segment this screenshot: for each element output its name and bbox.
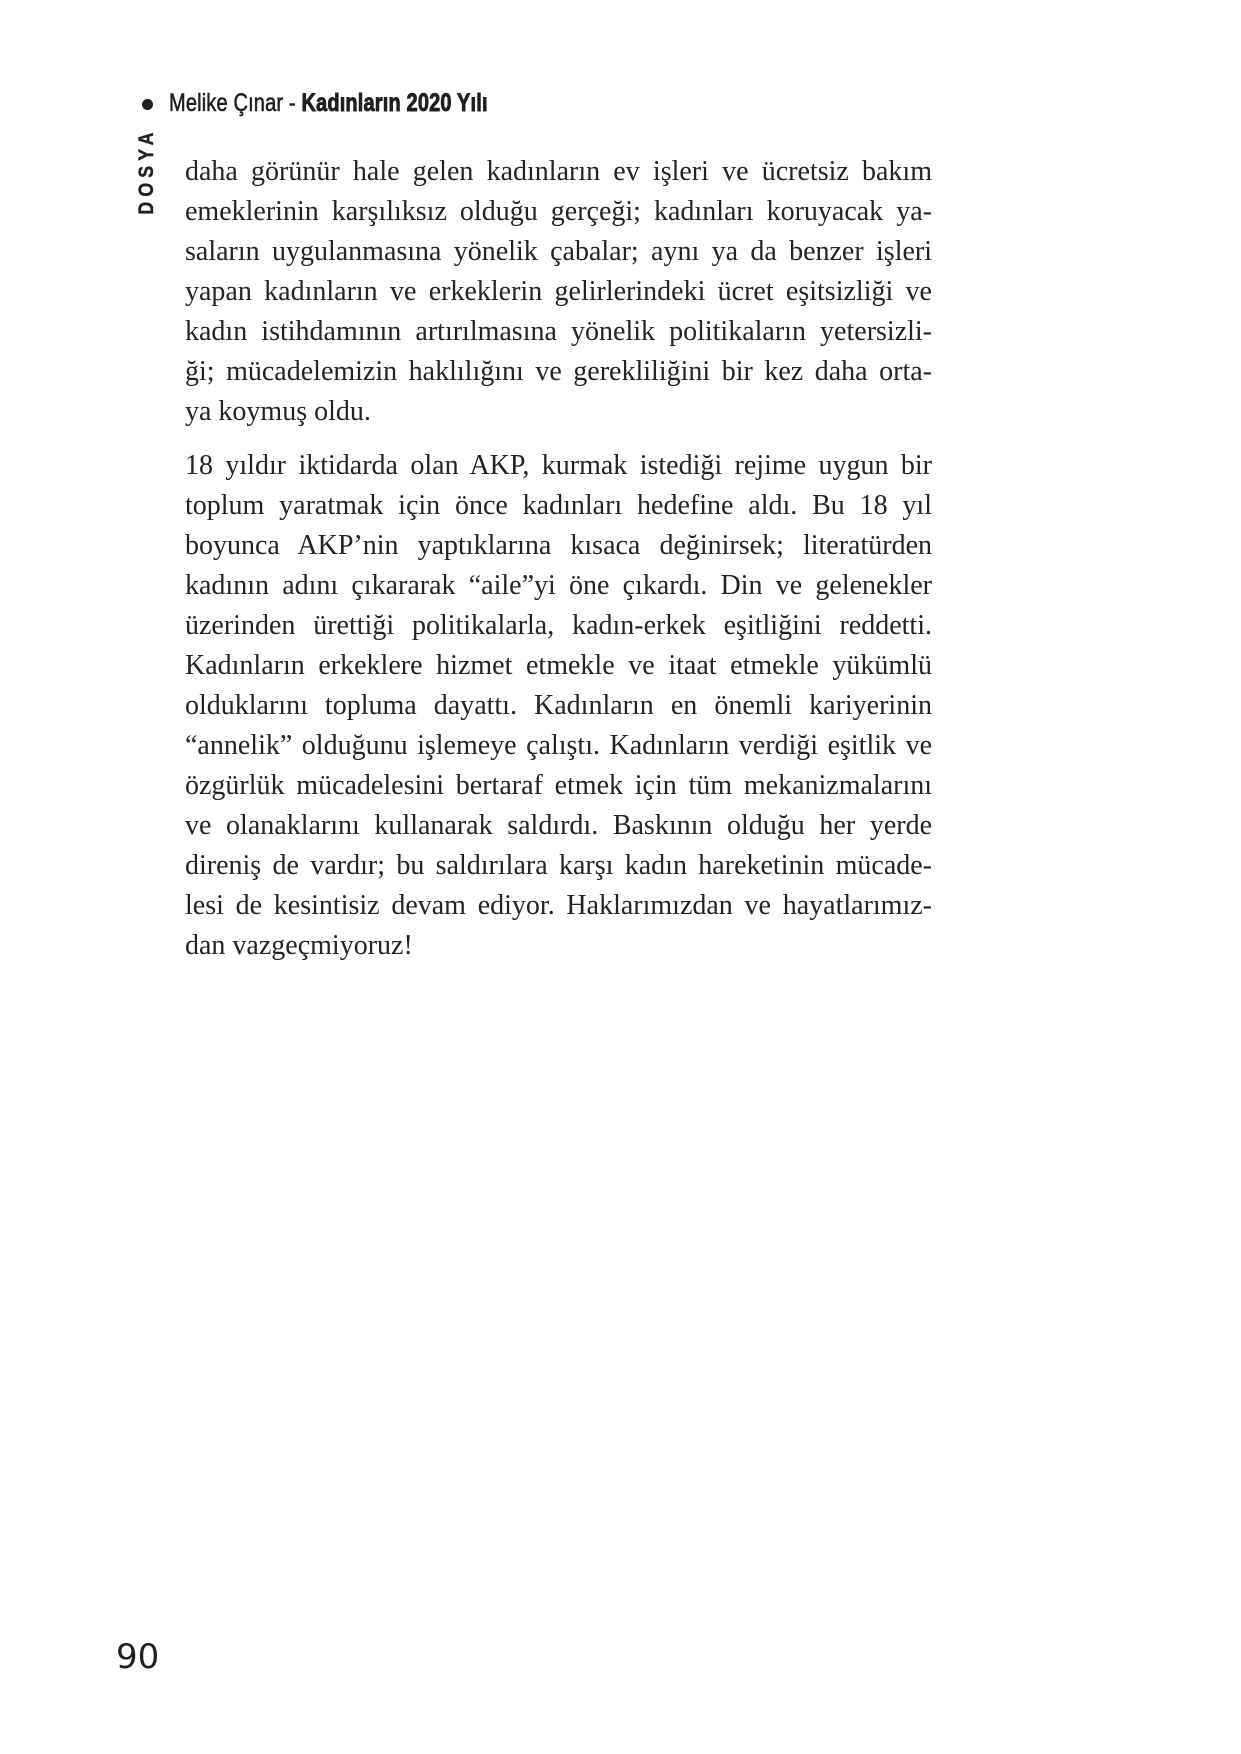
body-line: kadın istihdamının artırılmasına yönelik politikaların yetersizli- bbox=[185, 316, 932, 347]
body-line: dan vazgeçmiyoruz! bbox=[185, 930, 413, 961]
running-header bbox=[169, 88, 488, 118]
bullet-icon bbox=[142, 99, 153, 110]
paragraph bbox=[185, 152, 932, 432]
body-line: kadının adını çıkararak “aile”yi öne çıkardı. Din ve gelenekler bbox=[185, 570, 932, 601]
body-line: olduklarını topluma dayattı. Kadınların en önemli kariyerinin bbox=[185, 690, 932, 721]
body-line: direniş de vardır; bu saldırılara karşı kadın hareketinin mücade- bbox=[185, 850, 932, 881]
body-line: Kadınların erkeklere hizmet etmekle ve itaat etmekle yükümlü bbox=[185, 650, 932, 681]
body-line: üzerinden ürettiği politikalarla, kadın-erkek eşitliğini reddetti. bbox=[185, 610, 932, 641]
body-line: 18 yıldır iktidarda olan AKP, kurmak istediği rejime uygun bir bbox=[185, 450, 932, 481]
body-line: özgürlük mücadelesini bertaraf etmek için tüm mekanizmalarını bbox=[185, 770, 932, 801]
paragraph bbox=[185, 446, 932, 966]
body-line: toplum yaratmak için önce kadınları hedefine aldı. Bu 18 yıl bbox=[185, 490, 932, 521]
header-author: Melike Çınar bbox=[169, 89, 284, 117]
page-number: 90 bbox=[116, 1637, 160, 1677]
body-text bbox=[185, 152, 932, 966]
body-line: ği; mücadelemizin haklılığını ve gerekliliğini bir kez daha orta- bbox=[185, 356, 932, 387]
body-line: daha görünür hale gelen kadınların ev işleri ve ücretsiz bakım bbox=[185, 156, 932, 187]
header-title: Kadınların 2020 Yılı bbox=[301, 89, 488, 117]
body-line: boyunca AKP’nin yaptıklarına kısaca değinirsek; literatürden bbox=[185, 530, 932, 561]
body-line: yapan kadınların ve erkeklerin gelirlerindeki ücret eşitsizliği ve bbox=[185, 276, 932, 307]
body-line: lesi de kesintisiz devam ediyor. Haklarımızdan ve hayatlarımız- bbox=[185, 890, 932, 921]
body-line: ya koymuş oldu. bbox=[185, 396, 371, 427]
header-separator: - bbox=[283, 89, 302, 117]
section-label-vertical: DOSYA bbox=[135, 127, 158, 215]
body-line: emeklerinin karşılıksız olduğu gerçeği; kadınları koruyacak ya- bbox=[185, 196, 932, 227]
body-line: ve olanaklarını kullanarak saldırdı. Baskının olduğu her yerde bbox=[185, 810, 932, 841]
body-line: saların uygulanmasına yönelik çabalar; aynı ya da benzer işleri bbox=[185, 236, 932, 267]
body-line: “annelik” olduğunu işlemeye çalıştı. Kadınların verdiği eşitlik ve bbox=[185, 730, 932, 761]
